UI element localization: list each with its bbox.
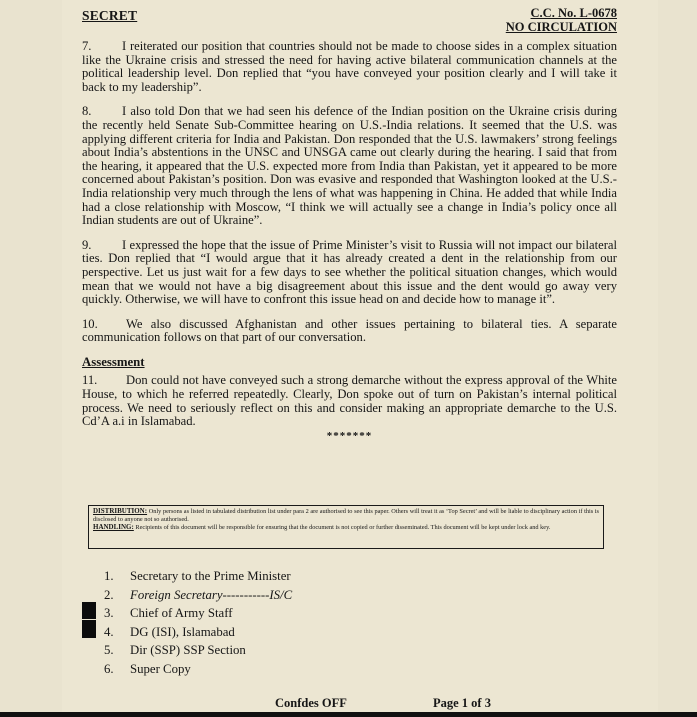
paragraph-9 [82,239,617,307]
list-text: DG (ISI), Islamabad [130,624,235,639]
page-number: Page 1 of 3 [433,696,491,710]
distribution-label: DISTRIBUTION: [93,507,148,515]
end-marker: ******* [326,429,373,442]
paragraph-8 [82,105,617,227]
reference-block [506,6,617,34]
list-index: 2. [104,587,114,602]
paragraph-number: 11. [82,373,98,388]
handling-notice [93,524,599,532]
paragraph-number: 8. [82,104,92,119]
distribution-notice-box [88,505,604,549]
list-text: Chief of Army Staff [130,606,233,621]
paragraph-number: 9. [82,237,92,252]
list-text: Dir (SSP) SSP Section [130,643,246,658]
paragraph-text: I expressed the hope that the issue of Prime Minister’s visit to Russia will not impact our bilateral ties. Don replied that “I would argue that it has already created a dent in the relationship from our perspective. Let us just wait for a few days to see whether the political situation changes, which would mean that we would not have a big disagreement about this issue and the dent would go away very quickly. Otherwise, we will have to confront this issue head on and decide how to manage it”. [82,237,617,307]
footer-handling: Confdes OFF [275,696,347,710]
list-item [104,586,292,605]
list-item [104,567,292,586]
list-item [104,604,292,623]
list-index: 6. [104,661,114,676]
cc-number: C.C. No. L-0678 [530,6,617,20]
handling-text: Recipients of this document will be responsible for ensuring that the document is not copied or further disseminated. This document will be kept under lock and key. [135,524,551,532]
list-item [104,641,292,660]
circulation-label: NO CIRCULATION [505,20,617,34]
paragraph-text: We also discussed Afghanistan and other issues pertaining to bilateral ties. A separate communication follows on that part of our conversation. [82,316,617,345]
paragraph-text: Don could not have conveyed such a strong demarche without the express approval of the White House, to which he referred repeatedly. Clearly, Don spoke out of turn on Pakistan’s internal political process. We need to seriously reflect on this and consider making an appropriate demarche to the U.S. Cd’A a.i in Islamabad. [82,373,617,429]
list-item [104,623,292,642]
list-index: 3. [104,606,114,621]
paragraph-10 [82,318,617,345]
list-item [104,660,292,679]
paragraph-text: I reiterated our position that countries should not be made to choose sides in a complex situation like the Ukraine crisis and stressed the need for having active bilateral communication channels at the political leadership level. Don replied that “you have conveyed your position clearly and I will take it back to my leadership”. [82,39,617,94]
distribution-notice [93,508,599,523]
redaction-bar [82,602,96,619]
paragraph-text: I also told Don that we had seen his defence of the Indian position on the Ukraine crisis during the recently held Senate Sub-Committee hearing on U.S.-India relations. It seemed that the U.S. was applying different criteria for India and Pakistan. Don responded that the U.S. lawmakers’ strong feelings about India’s abstentions in the UNSC and UNSGA came out clearly during the hearing. I said that from the hearing, it appeared that the U.S. expected more from India than Pakistan, yet it appeared to be more concerned about Pakistan’s position. Don was evasive and responded that Washington looked at the U.S.-India relationship very much through the lens of what was happening in China. He added that while India had a close relationship with Moscow, “I think we will actually see a change in India’s policy once all Indian students are out of Ukraine”. [82,104,617,228]
handling-label: HANDLING: [93,523,134,532]
paragraph-number: 10. [82,316,98,331]
list-index: 1. [104,569,114,583]
paragraph-number: 7. [82,39,92,53]
classification-label: SECRET [82,8,138,23]
list-text: Foreign Secretary-----------IS/C [130,587,293,602]
list-text: Secretary to the Prime Minister [130,569,291,583]
list-text: Super Copy [130,661,191,676]
redaction-bar [82,620,96,638]
distribution-list [104,567,292,679]
cable-body [82,40,617,443]
bottom-border [0,712,697,717]
distribution-text: Only persons as listed in tabulated distribution list under para 2 are authorised to see this paper. Others will treat it as ‘Top Secret’ and will be liable to disciplinary action if this is disclosed to anyone not so authorised. [93,508,600,523]
assessment-heading: Assessment [82,354,145,369]
list-index: 4. [104,624,114,639]
paragraph-11 [82,374,617,428]
list-index: 5. [104,643,114,658]
paragraph-7 [82,40,617,94]
